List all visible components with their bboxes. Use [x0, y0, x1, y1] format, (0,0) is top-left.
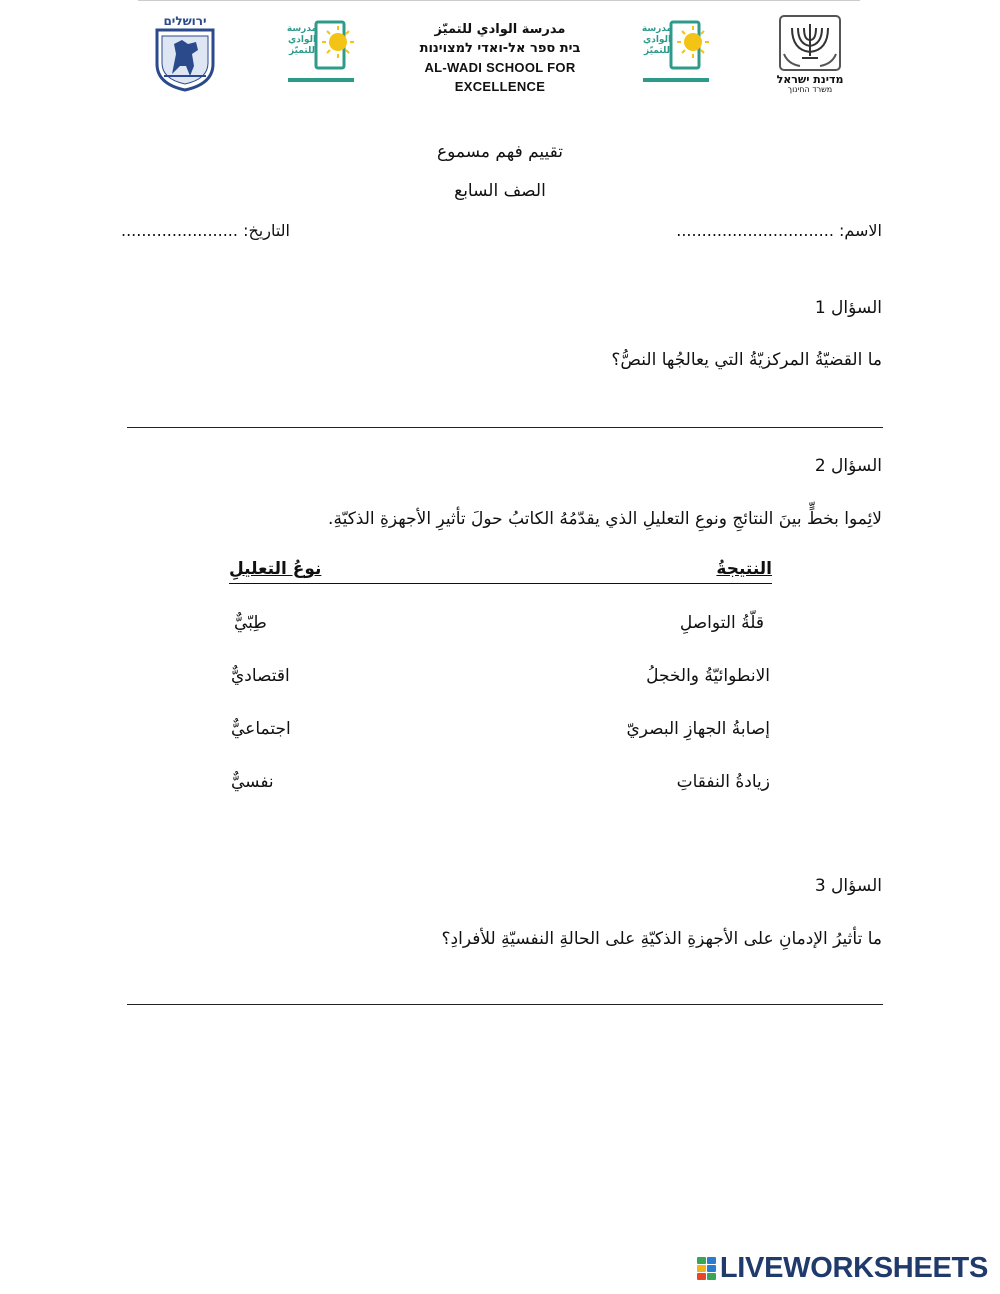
school-name-hebrew: בית ספר אל-ואדי למצוינות: [419, 41, 581, 56]
school-logo-right-text: مدرسة الوادي للتميّز: [641, 24, 673, 56]
jerusalem-label: ירושלים: [163, 14, 207, 28]
result-item[interactable]: قلّةُ التواصلِ: [679, 613, 764, 633]
worksheet-grade: الصف السابع: [454, 181, 546, 201]
header-reason-type: نوعُ التعليلِ: [229, 559, 322, 579]
header-result: النتيجةُ: [716, 559, 772, 579]
reason-type-item[interactable]: طِبّيٌّ: [234, 613, 267, 633]
reason-type-item[interactable]: اقتصاديٌّ: [231, 666, 290, 686]
question-1-text: ما القضيّةُ المركزيّةُ التي يعالجُها النصُّ؟: [611, 350, 882, 370]
school-name-arabic: مدرسة الوادي للتميّز: [434, 22, 566, 37]
name-field[interactable]: الاسم: ...............................: [676, 221, 882, 240]
question-2-label: السؤال 2: [814, 456, 882, 476]
result-item[interactable]: الانطوائيّةُ والخجلُ: [646, 666, 770, 686]
question-1-answer-line[interactable]: [127, 427, 883, 428]
school-logo-left-text: مدرسة الوادي للتميّز: [286, 24, 318, 56]
question-3-text: ما تأثيرُ الإدمانِ على الأجهزةِ الذكيّةِ على الحالةِ النفسيّةِ للأفرادِ؟: [441, 929, 882, 949]
school-logo-left-bar: [288, 78, 354, 82]
matching-table-header: [229, 559, 772, 584]
israel-emblem-line2: משרד החינוך: [787, 85, 833, 94]
jerusalem-emblem: [152, 14, 218, 92]
israel-emblem-line1: מדינת ישראל: [776, 73, 844, 86]
school-logo-left: [286, 16, 358, 88]
reason-type-item[interactable]: اجتماعيٌّ: [231, 719, 291, 739]
liveworksheets-icon: [697, 1257, 716, 1280]
question-3-label: السؤال 3: [814, 876, 882, 896]
date-field[interactable]: التاريخ: .......................: [121, 221, 290, 240]
reason-type-item[interactable]: نفسيٌّ: [231, 772, 274, 792]
school-logo-right: [641, 16, 713, 88]
result-item[interactable]: إصابةُ الجهازِ البصريّ: [626, 719, 770, 739]
liveworksheets-logo: [697, 1252, 988, 1285]
school-name-block: [380, 20, 620, 96]
top-rule: [138, 0, 860, 1]
question-2-text: لائِموا بخطٍّ بينَ النتائجِ ونوعِ التعليلِ الذي يقدّمُهُ الكاتبُ حولَ تأثيرِ الأجهزةِ الذكيّةِ.: [328, 509, 882, 529]
israel-emblem: [770, 14, 850, 94]
worksheet-title: تقييم فهم مسموع: [436, 142, 563, 162]
liveworksheets-wordmark: LIVEWORKSHEETS: [719, 1252, 988, 1284]
school-logo-right-bar: [643, 78, 709, 82]
question-3-answer-line[interactable]: [127, 1004, 883, 1005]
school-name-english: AL-WADI SCHOOL FOR EXCELLENCE: [424, 60, 576, 94]
menorah-emblem-icon: [770, 14, 850, 72]
question-1-label: السؤال 1: [814, 298, 882, 318]
result-item[interactable]: زيادةُ النفقاتِ: [676, 772, 770, 792]
